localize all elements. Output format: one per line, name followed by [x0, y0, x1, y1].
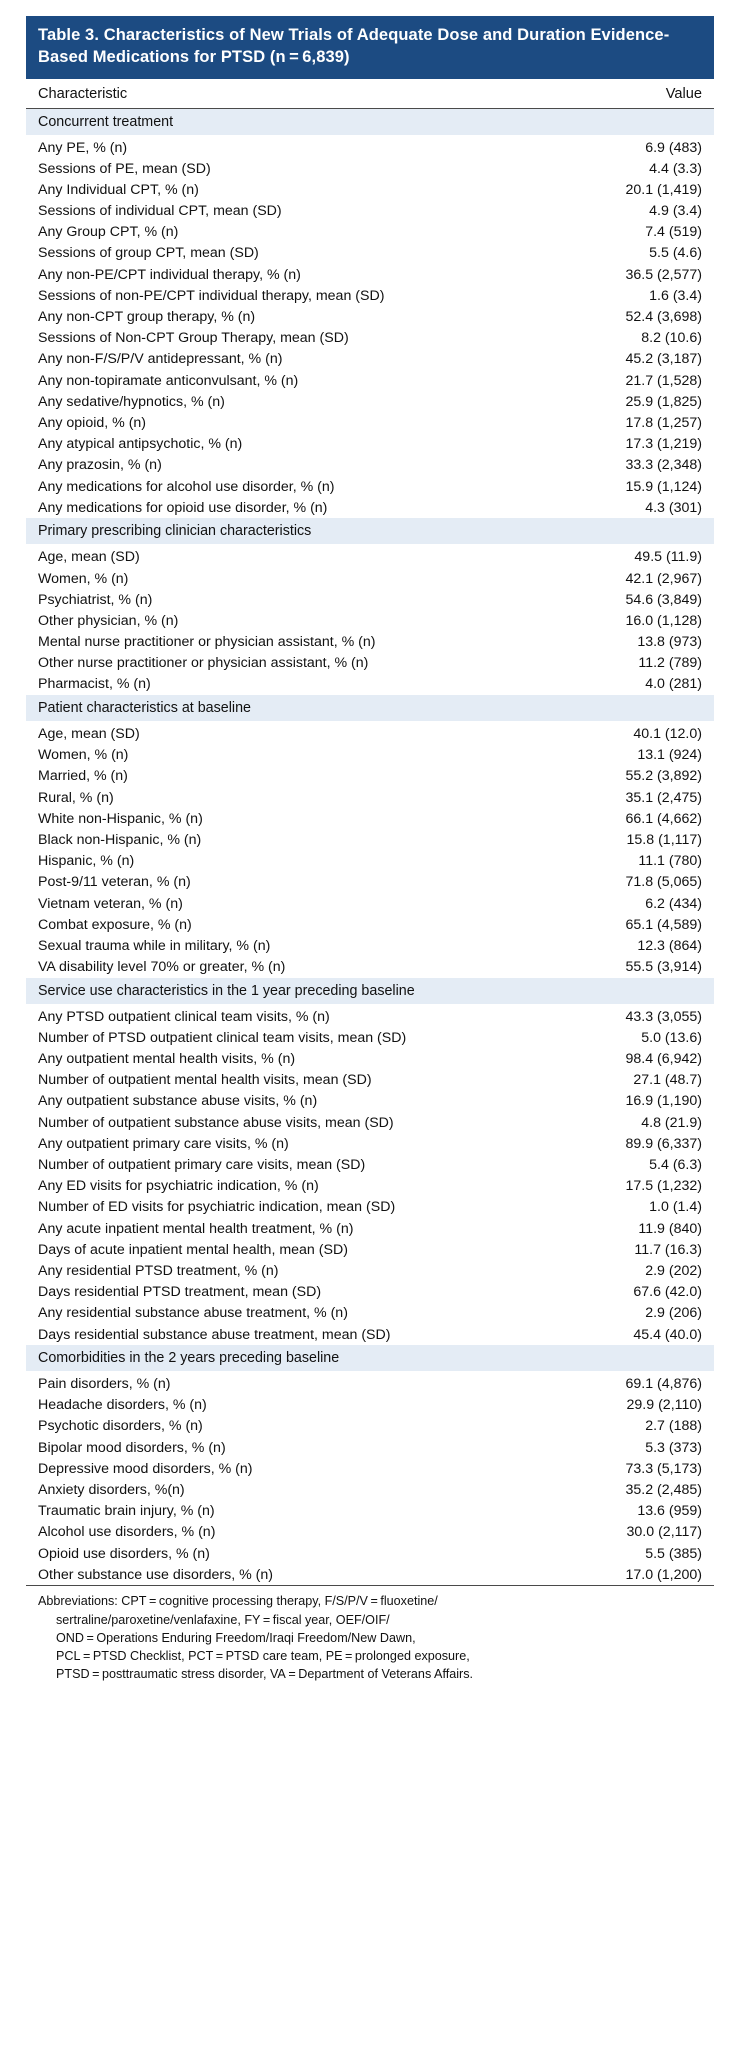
row-label: Other nurse practitioner or physician assistant, % (n) [38, 655, 369, 672]
table-row [26, 1260, 714, 1281]
row-value: 5.5 (385) [645, 1545, 702, 1562]
table-row [26, 1091, 714, 1112]
row-label: Any opioid, % (n) [38, 414, 147, 431]
table-section-header [26, 695, 714, 721]
row-label: Any outpatient substance abuse visits, % (n) [38, 1093, 318, 1110]
row-value: 52.4 (3,698) [625, 309, 702, 326]
row-label: Hispanic, % (n) [38, 853, 135, 870]
table-row [26, 914, 714, 935]
table-section-header [26, 108, 714, 135]
row-value: 54.6 (3,849) [625, 591, 702, 608]
row-label: Traumatic brain injury, % (n) [38, 1503, 215, 1520]
table-row [26, 893, 714, 914]
row-value: 5.5 (4.6) [649, 245, 702, 262]
row-label: VA disability level 70% or greater, % (n) [38, 959, 286, 976]
row-value: 40.1 (12.0) [633, 726, 702, 743]
row-value: 45.2 (3,187) [625, 351, 702, 368]
row-label: Other physician, % (n) [38, 612, 179, 629]
section-label: Patient characteristics at baseline [26, 695, 714, 721]
table-row [26, 1371, 714, 1395]
row-label: Any acute inpatient mental health treatment, % (n) [38, 1220, 354, 1237]
row-value: 17.3 (1,219) [625, 436, 702, 453]
row-label: Any residential substance abuse treatment, % (n) [38, 1305, 348, 1322]
row-label: Any ED visits for psychiatric indication, % (n) [38, 1178, 319, 1195]
row-label: Any medications for opioid use disorder, % (n) [38, 499, 328, 516]
row-value: 4.8 (21.9) [641, 1114, 702, 1131]
section-label: Primary prescribing clinician characteristics [26, 518, 714, 544]
row-label: Number of outpatient substance abuse visits, mean (SD) [38, 1114, 394, 1131]
row-label: Pharmacist, % (n) [38, 676, 151, 693]
table-footnotes [26, 1586, 714, 1697]
row-value: 15.9 (1,124) [625, 478, 702, 495]
table-row [26, 544, 714, 568]
row-label: Rural, % (n) [38, 789, 114, 806]
row-label: Any sedative/hypnotics, % (n) [38, 393, 225, 410]
row-value: 67.6 (42.0) [633, 1284, 702, 1301]
row-label: Any Individual CPT, % (n) [38, 181, 199, 198]
row-label: Mental nurse practitioner or physician assistant, % (n) [38, 634, 376, 651]
table-row [26, 1458, 714, 1479]
row-value: 11.2 (789) [638, 655, 702, 672]
table-row [26, 135, 714, 159]
table-row [26, 222, 714, 243]
row-value: 2.7 (188) [645, 1418, 702, 1435]
row-label: Married, % (n) [38, 768, 128, 785]
table-row [26, 1437, 714, 1458]
table-row [26, 721, 714, 745]
table-row [26, 1324, 714, 1345]
row-value: 55.5 (3,914) [625, 959, 702, 976]
table-row [26, 1564, 714, 1585]
row-value: 71.8 (5,065) [625, 874, 702, 891]
table-container [26, 16, 714, 1586]
row-value: 49.5 (11.9) [634, 549, 702, 566]
table-header-row [26, 79, 714, 109]
table-row [26, 1522, 714, 1543]
row-value: 15.8 (1,117) [626, 831, 702, 848]
table-row [26, 935, 714, 956]
row-value: 73.3 (5,173) [625, 1460, 702, 1477]
row-label: Number of PTSD outpatient clinical team visits, mean (SD) [38, 1029, 407, 1046]
row-label: Vietnam veteran, % (n) [38, 895, 183, 912]
row-label: Depressive mood disorders, % (n) [38, 1460, 253, 1477]
table-row [26, 201, 714, 222]
row-label: Sessions of individual CPT, mean (SD) [38, 203, 282, 220]
table-section-header [26, 978, 714, 1004]
table-section-header [26, 1345, 714, 1371]
row-value: 4.4 (3.3) [649, 160, 702, 177]
row-label: Combat exposure, % (n) [38, 916, 192, 933]
row-label: Age, mean (SD) [38, 726, 140, 743]
row-value: 17.8 (1,257) [625, 414, 702, 431]
table-row [26, 285, 714, 306]
row-label: Any non-F/S/P/V antidepressant, % (n) [38, 351, 283, 368]
row-value: 5.0 (13.6) [641, 1029, 702, 1046]
row-label: Psychotic disorders, % (n) [38, 1418, 203, 1435]
row-label: Number of outpatient mental health visits, mean (SD) [38, 1072, 372, 1089]
row-label: Number of ED visits for psychiatric indication, mean (SD) [38, 1199, 396, 1216]
row-value: 7.4 (519) [645, 224, 702, 241]
row-label: White non-Hispanic, % (n) [38, 810, 203, 827]
row-label: Anxiety disorders, %(n) [38, 1482, 185, 1499]
row-label: Other substance use disorders, % (n) [38, 1566, 273, 1583]
table-row [26, 610, 714, 631]
table-row [26, 1176, 714, 1197]
row-label: Any PTSD outpatient clinical team visits, % (n) [38, 1008, 330, 1025]
table-row [26, 264, 714, 285]
row-value: 2.9 (202) [645, 1262, 702, 1279]
row-value: 45.4 (40.0) [633, 1326, 702, 1343]
table-row [26, 851, 714, 872]
row-value: 13.8 (973) [637, 634, 702, 651]
table-row [26, 1004, 714, 1028]
row-value: 65.1 (4,589) [625, 916, 702, 933]
table-row [26, 306, 714, 327]
table-row [26, 158, 714, 179]
row-value: 8.2 (10.6) [641, 330, 702, 347]
footnote-line: Abbreviations: CPT = cognitive processing therapy, F/S/P/V = fluoxetine/ [38, 1594, 438, 1609]
table-row [26, 1501, 714, 1522]
table-row [26, 1479, 714, 1500]
row-label: Bipolar mood disorders, % (n) [38, 1439, 226, 1456]
table-title: Table 3. Characteristics of New Trials of Adequate Dose and Duration Evidence-Based Medications for PTSD (n = 6,839) [26, 16, 714, 79]
row-label: Alcohol use disorders, % (n) [38, 1524, 216, 1541]
row-value: 4.3 (301) [645, 499, 702, 516]
row-label: Any outpatient primary care visits, % (n) [38, 1135, 289, 1152]
row-label: Any Group CPT, % (n) [38, 224, 179, 241]
table-row [26, 787, 714, 808]
row-label: Black non-Hispanic, % (n) [38, 831, 202, 848]
table-row [26, 179, 714, 200]
table-row [26, 1395, 714, 1416]
section-label: Comorbidities in the 2 years preceding baseline [26, 1345, 714, 1371]
row-value: 20.1 (1,419) [625, 181, 702, 198]
row-value: 30.0 (2,117) [626, 1524, 702, 1541]
section-label: Concurrent treatment [26, 108, 714, 135]
footnote-line: PCL = PTSD Checklist, PCT = PTSD care team, PE = prolonged exposure, [56, 1649, 470, 1664]
row-label: Sessions of Non-CPT Group Therapy, mean (SD) [38, 330, 349, 347]
row-label: Women, % (n) [38, 747, 129, 764]
row-value: 35.1 (2,475) [625, 789, 702, 806]
row-label: Any atypical antipsychotic, % (n) [38, 436, 243, 453]
table-row [26, 808, 714, 829]
table-row [26, 1282, 714, 1303]
table-row [26, 476, 714, 497]
row-value: 4.0 (281) [645, 676, 702, 693]
row-label: Sexual trauma while in military, % (n) [38, 937, 271, 954]
footnote-line: sertraline/paroxetine/venlafaxine, FY = fiscal year, OEF/OIF/ [56, 1612, 390, 1627]
column-header-characteristic: Characteristic [26, 79, 540, 109]
table-row [26, 653, 714, 674]
row-value: 43.3 (3,055) [625, 1008, 702, 1025]
row-label: Any non-topiramate anticonvulsant, % (n) [38, 372, 299, 389]
table-row [26, 766, 714, 787]
table-row [26, 455, 714, 476]
row-value: 13.6 (959) [637, 1503, 702, 1520]
row-value: 4.9 (3.4) [649, 203, 702, 220]
row-label: Post-9/11 veteran, % (n) [38, 874, 191, 891]
table-row [26, 434, 714, 455]
table-row [26, 957, 714, 978]
row-value: 35.2 (2,485) [625, 1482, 702, 1499]
table-row [26, 674, 714, 695]
table-row [26, 1112, 714, 1133]
row-value: 12.3 (864) [637, 937, 702, 954]
table-row [26, 589, 714, 610]
footnote-line: OND = Operations Enduring Freedom/Iraqi Freedom/New Dawn, [56, 1630, 416, 1645]
row-value: 17.5 (1,232) [625, 1178, 702, 1195]
table-row [26, 1303, 714, 1324]
row-value: 11.1 (780) [638, 853, 702, 870]
table-row [26, 391, 714, 412]
table-row [26, 412, 714, 433]
row-label: Any PE, % (n) [38, 139, 128, 156]
row-value: 5.3 (373) [645, 1439, 702, 1456]
table-row [26, 1543, 714, 1564]
row-value: 16.0 (1,128) [625, 612, 702, 629]
table-row [26, 349, 714, 370]
table-row [26, 370, 714, 391]
table-row [26, 1048, 714, 1069]
column-header-value: Value [540, 79, 714, 109]
row-label: Women, % (n) [38, 570, 129, 587]
row-label: Any non-PE/CPT individual therapy, % (n) [38, 266, 301, 283]
table-row [26, 497, 714, 518]
row-value: 89.9 (6,337) [625, 1135, 702, 1152]
row-value: 29.9 (2,110) [626, 1397, 702, 1414]
row-value: 2.9 (206) [645, 1305, 702, 1322]
table-row [26, 1416, 714, 1437]
row-label: Opioid use disorders, % (n) [38, 1545, 210, 1562]
row-value: 66.1 (4,662) [625, 810, 702, 827]
table-row [26, 1133, 714, 1154]
table-row [26, 1197, 714, 1218]
characteristics-table [26, 79, 714, 1587]
row-label: Any medications for alcohol use disorder, % (n) [38, 478, 335, 495]
table-row [26, 745, 714, 766]
table-row [26, 1218, 714, 1239]
row-value: 5.4 (6.3) [649, 1157, 702, 1173]
row-value: 33.3 (2,348) [625, 457, 702, 474]
table-row [26, 568, 714, 589]
row-value: 27.1 (48.7) [633, 1072, 702, 1089]
row-label: Days of acute inpatient mental health, mean (SD) [38, 1241, 348, 1258]
row-label: Any residential PTSD treatment, % (n) [38, 1262, 279, 1279]
row-value: 16.9 (1,190) [625, 1093, 702, 1110]
row-label: Sessions of group CPT, mean (SD) [38, 245, 259, 262]
row-label: Pain disorders, % (n) [38, 1376, 171, 1393]
table-row [26, 1154, 714, 1175]
row-value: 1.0 (1.4) [649, 1199, 702, 1216]
row-value: 6.9 (483) [645, 139, 702, 156]
row-value: 36.5 (2,577) [625, 266, 702, 283]
row-value: 25.9 (1,825) [625, 393, 702, 410]
row-label: Any outpatient mental health visits, % (n) [38, 1051, 296, 1068]
table-row [26, 328, 714, 349]
table-row [26, 1070, 714, 1091]
row-label: Psychiatrist, % (n) [38, 591, 153, 608]
row-label: Days residential substance abuse treatment, mean (SD) [38, 1326, 391, 1343]
section-label: Service use characteristics in the 1 year preceding baseline [26, 978, 714, 1004]
row-value: 17.0 (1,200) [625, 1566, 702, 1583]
row-label: Number of outpatient primary care visits, mean (SD) [38, 1157, 366, 1173]
row-label: Any prazosin, % (n) [38, 457, 162, 474]
table-row [26, 631, 714, 652]
row-label: Days residential PTSD treatment, mean (SD) [38, 1284, 322, 1301]
row-label: Age, mean (SD) [38, 549, 140, 566]
table-row [26, 1239, 714, 1260]
table-row [26, 243, 714, 264]
row-label: Sessions of PE, mean (SD) [38, 160, 211, 177]
row-value: 11.9 (840) [638, 1220, 702, 1237]
row-label: Sessions of non-PE/CPT individual therapy, mean (SD) [38, 287, 385, 304]
row-value: 6.2 (434) [645, 895, 702, 912]
row-label: Headache disorders, % (n) [38, 1397, 207, 1414]
row-value: 21.7 (1,528) [625, 372, 702, 389]
row-value: 11.7 (16.3) [634, 1241, 702, 1258]
row-value: 1.6 (3.4) [649, 287, 702, 304]
row-value: 13.1 (924) [637, 747, 702, 764]
footnote-line: PTSD = posttraumatic stress disorder, VA = Department of Veterans Affairs. [56, 1667, 474, 1682]
row-value: 69.1 (4,876) [625, 1376, 702, 1393]
row-value: 98.4 (6,942) [625, 1051, 702, 1068]
table-row [26, 872, 714, 893]
table-section-header [26, 518, 714, 544]
row-value: 42.1 (2,967) [625, 570, 702, 587]
row-label: Any non-CPT group therapy, % (n) [38, 309, 256, 326]
row-value: 55.2 (3,892) [625, 768, 702, 785]
table-row [26, 829, 714, 850]
table-row [26, 1027, 714, 1048]
